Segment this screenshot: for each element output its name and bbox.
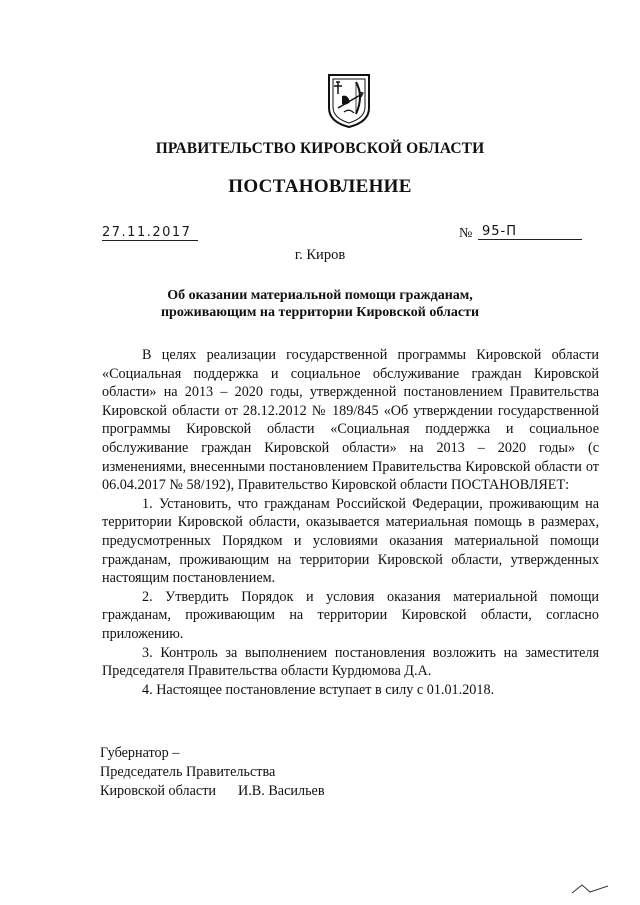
- kirov-coat-of-arms-icon: [326, 72, 372, 130]
- scan-mark-icon: [570, 883, 610, 895]
- document-type-title: ПОСТАНОВЛЕНИЕ: [228, 176, 412, 197]
- signature-title-2: Председатель Правительства: [100, 764, 276, 780]
- clause-2: 2. Утвердить Порядок и условия оказания материальной помощи гражданам, проживающим на территории Кировской области, согласно приложению.: [102, 588, 599, 642]
- signatory-name: И.В. Васильев: [238, 783, 325, 799]
- document-body: [102, 346, 599, 699]
- subject-line-2: проживающим на территории Кировской области: [160, 305, 480, 320]
- signature-block: [100, 744, 325, 801]
- document-subject: [120, 287, 520, 321]
- signature-title-3: Кировской области: [100, 783, 216, 799]
- signature-title-3-row: [100, 782, 325, 801]
- document-number: 95-П: [478, 224, 582, 240]
- subject-line-1: Об оказании материальной помощи гражданам,: [167, 288, 473, 303]
- organization-title: ПРАВИТЕЛЬСТВО КИРОВСКОЙ ОБЛАСТИ: [155, 140, 485, 157]
- intro-paragraph: В целях реализации государственной программы Кировской области «Социальная поддержка и социальное обслуживание граждан Кировской области» на 2013 – 2020 годы, утвержденной постановлением Правительства Кировской области от 28.12.2012 № 189/845 «Об утверждении государственной программы Кировской области «Социальная поддержка и социальное обслуживание граждан Кировской области» на 2013 – 2020 годы» (с изменениями, внесенными постановлением Правительства Кировской области от 06.04.2017 № 58/192), Правительство Кировской области ПОСТАНОВЛЯЕТ:: [102, 347, 599, 494]
- city: г. Киров: [294, 247, 346, 263]
- clause-3: 3. Контроль за выполнением постановления возложить на заместителя Председателя Правительства области Курдюмова Д.А.: [102, 644, 599, 680]
- clause-1: 1. Установить, что гражданам Российской Федерации, проживающим на территории Кировской области, оказывается материальная помощь в размерах, предусмотренных Порядком и условиями оказания материальной помощи гражданам, проживающим на территории Кировской области, утвержденных настоящим постановлением.: [102, 495, 599, 587]
- document-date: 27.11.2017: [102, 225, 198, 241]
- clause-4: 4. Настоящее постановление вступает в силу с 01.01.2018.: [142, 681, 495, 698]
- signature-title-1: Губернатор –: [100, 745, 180, 761]
- number-label: №: [459, 226, 473, 241]
